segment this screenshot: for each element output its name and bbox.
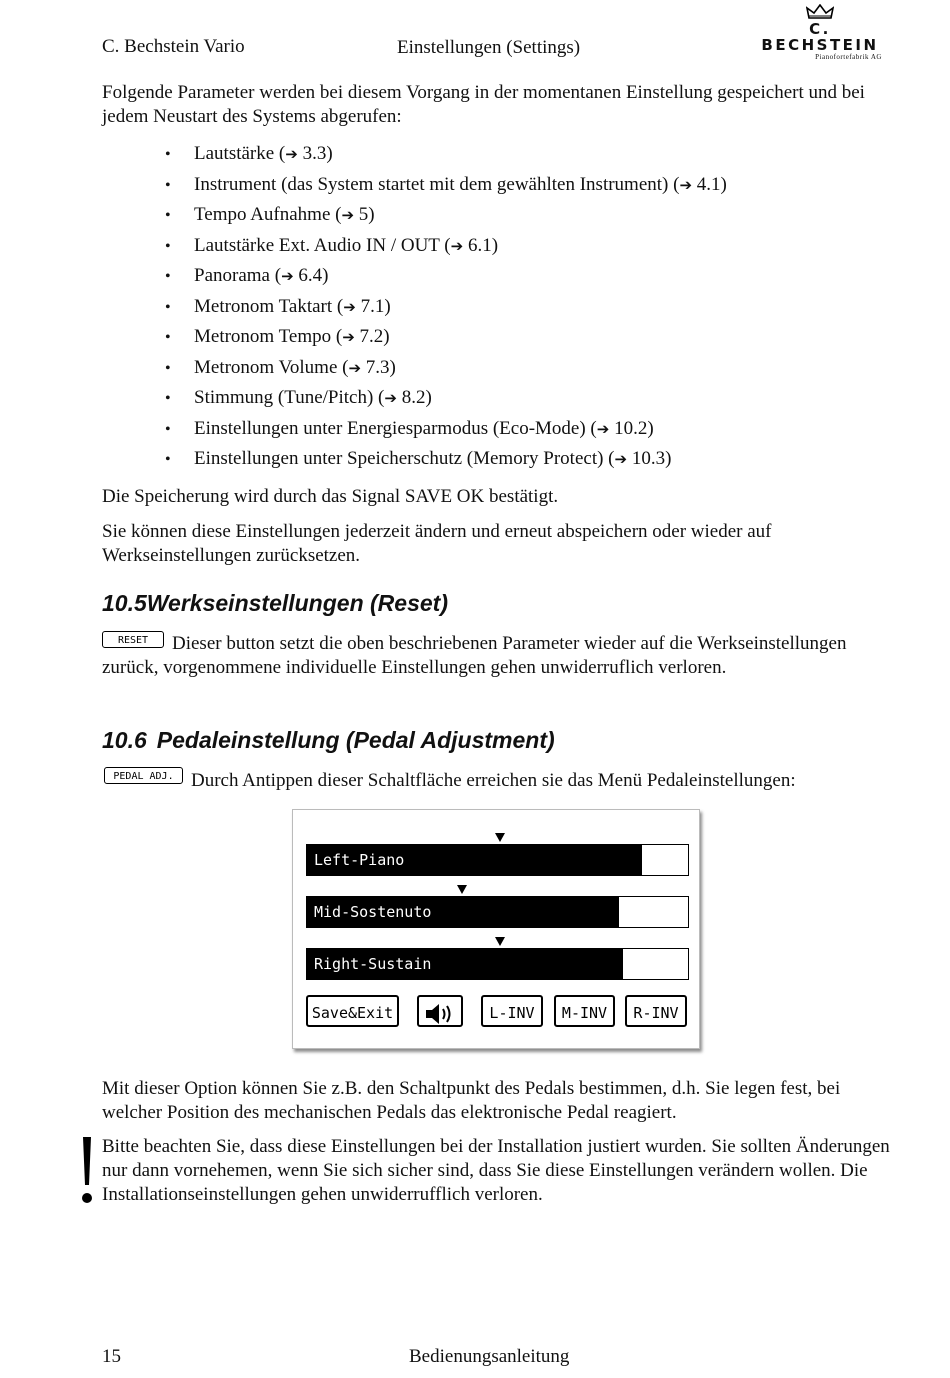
parameter-item: [165, 383, 727, 414]
reference-arrow-icon: ➔: [614, 450, 628, 468]
parameter-item: [165, 292, 727, 323]
pedal-threshold-marker[interactable]: [495, 833, 505, 842]
reference-arrow-icon: ➔: [341, 206, 355, 224]
parameter-reference: 6.4): [298, 265, 329, 286]
parameter-label: Instrument (das System startet mit dem gewählten Instrument) (: [194, 173, 680, 195]
parameter-label: Einstellungen unter Speicherschutz (Memory Protect) (: [194, 448, 615, 469]
parameter-label: Metronom Tempo (: [194, 326, 343, 347]
bullet: •: [165, 268, 171, 285]
parameter-item: [165, 139, 727, 170]
reference-arrow-icon: ➔: [342, 328, 355, 346]
parameter-label: Metronom Volume (: [194, 356, 349, 378]
logo-subtitle: Pianofortefabrik AG: [815, 53, 882, 61]
r-inv-button[interactable]: R-INV: [625, 995, 687, 1027]
parameter-label: Lautstärke (: [194, 143, 286, 164]
parameter-item: [165, 444, 727, 475]
section-title: Pedaleinstellung (Pedal Adjustment): [156, 727, 555, 753]
parameter-item: [165, 261, 727, 292]
parameter-reference: 7.3): [365, 356, 396, 378]
save-note: Die Speicherung wird durch das Signal SAVE OK bestätigt.: [102, 486, 559, 507]
save-exit-button[interactable]: Save&Exit: [306, 995, 399, 1027]
volume-button[interactable]: [417, 995, 463, 1027]
pedal-label: Left-Piano: [314, 851, 405, 869]
parameter-item: [165, 414, 727, 445]
parameter-label: Stimmung (Tune/Pitch) (: [194, 387, 385, 408]
reference-arrow-icon: ➔: [343, 297, 356, 316]
parameter-label: Lautstärke Ext. Audio IN / OUT (: [194, 234, 451, 256]
reset-description: Dieser button setzt die oben beschriebenen Parameter wieder auf die Werkseinstellungen zurück, vorgenommene individuelle Einstellungen gehen unwiderruflich verloren.: [102, 633, 847, 678]
parameter-label: Einstellungen unter Energiesparmodus (Eco-Mode) (: [194, 417, 597, 439]
parameter-reference: 5): [358, 204, 375, 225]
bullet: •: [165, 298, 171, 316]
parameter-reference: 4.1): [696, 173, 727, 195]
pedal-threshold-marker[interactable]: [495, 937, 505, 946]
reference-arrow-icon: ➔: [679, 175, 693, 194]
reference-arrow-icon: ➔: [384, 389, 397, 407]
bechstein-logo: [750, 4, 890, 61]
reference-arrow-icon: ➔: [450, 236, 464, 255]
parameter-label: Metronom Taktart (: [194, 295, 344, 317]
pedal-bar-left[interactable]: [306, 844, 689, 876]
section-heading-pedal: [102, 727, 555, 754]
pedal-settings-screen: [292, 809, 700, 1049]
l-inv-button[interactable]: L-INV: [481, 995, 543, 1027]
reference-arrow-icon: ➔: [285, 145, 298, 163]
reference-arrow-icon: ➔: [348, 358, 362, 377]
parameter-reference: 7.2): [359, 326, 390, 347]
change-note: Sie können diese Einstellungen jederzeit ändern und erneut abspeichern oder wieder auf Werkseinstellungen zurücksetzen.: [102, 521, 772, 566]
pedal-bar-right[interactable]: [306, 948, 689, 980]
parameter-item: [165, 353, 727, 384]
intro-paragraph: Folgende Parameter werden bei diesem Vorgang in der momentanen Einstellung gespeichert und bei jedem Neustart des Systems abgerufen:: [102, 82, 865, 127]
parameter-list: [165, 139, 727, 475]
pedal-adjust-button[interactable]: PEDAL ADJ.: [104, 767, 183, 784]
pedal-label: Right-Sustain: [314, 955, 432, 973]
bullet: •: [165, 329, 171, 346]
pedal-threshold-marker[interactable]: [457, 885, 467, 894]
m-inv-button[interactable]: M-INV: [554, 995, 615, 1027]
bullet: •: [165, 237, 171, 255]
parameter-label: Panorama (: [194, 265, 282, 286]
section-title: Werkseinstellungen (Reset): [146, 590, 448, 616]
parameter-reference: 7.1): [360, 295, 391, 317]
warning-exclamation-icon: [80, 1135, 94, 1207]
bullet: •: [165, 359, 171, 377]
parameter-item: [165, 170, 727, 201]
logo-name: C. BECHSTEIN: [761, 20, 879, 54]
bullet: •: [165, 451, 171, 468]
reference-arrow-icon: ➔: [596, 419, 610, 438]
bullet: •: [165, 176, 171, 194]
pedal-label: Mid-Sostenuto: [314, 903, 432, 921]
parameter-reference: 10.3): [631, 448, 672, 469]
parameter-reference: 6.1): [467, 234, 499, 256]
reference-arrow-icon: ➔: [281, 267, 294, 285]
parameter-item: [165, 231, 727, 262]
bullet: •: [165, 390, 171, 407]
parameter-reference: 3.3): [302, 143, 333, 164]
section-number: 10.5: [102, 590, 147, 616]
bullet: •: [165, 207, 171, 224]
parameter-reference: 10.2): [614, 417, 654, 439]
parameter-item: [165, 200, 727, 231]
speaker-icon: [423, 1001, 457, 1027]
bullet: •: [165, 420, 171, 438]
warning-paragraph: Bitte beachten Sie, dass diese Einstellungen bei der Installation justiert wurden. Sie sollten Änderungen nur dann vornehemen, wenn Sie sich sicher sind, dass Sie diese Einstellungen verändern wollen. Die Installationseinstellungen gehen unwiderrufflich verloren.: [102, 1136, 890, 1205]
section-heading-reset: [102, 590, 448, 617]
footer-title: Bedienungsanleitung: [409, 1346, 570, 1367]
parameter-label: Tempo Aufnahme (: [194, 204, 342, 225]
header-section: Einstellungen (Settings): [397, 37, 581, 58]
page-number: 15: [102, 1346, 121, 1367]
header-title: C. Bechstein Vario: [102, 36, 245, 57]
pedal-bar-mid[interactable]: [306, 896, 689, 928]
bullet: •: [165, 146, 171, 163]
parameter-reference: 8.2): [401, 387, 432, 408]
crown-icon: [806, 4, 834, 20]
pedal-description: Durch Antippen dieser Schaltfläche erreichen sie das Menü Pedaleinstellungen:: [191, 770, 796, 791]
reset-button[interactable]: RESET: [102, 631, 164, 648]
pedal-note: Mit dieser Option können Sie z.B. den Schaltpunkt des Pedals bestimmen, d.h. Sie legen fest, bei welcher Position des mechanischen Pedals das elektronische Pedal reagiert.: [102, 1078, 841, 1123]
parameter-item: [165, 322, 727, 353]
section-number: 10.6: [102, 727, 147, 753]
